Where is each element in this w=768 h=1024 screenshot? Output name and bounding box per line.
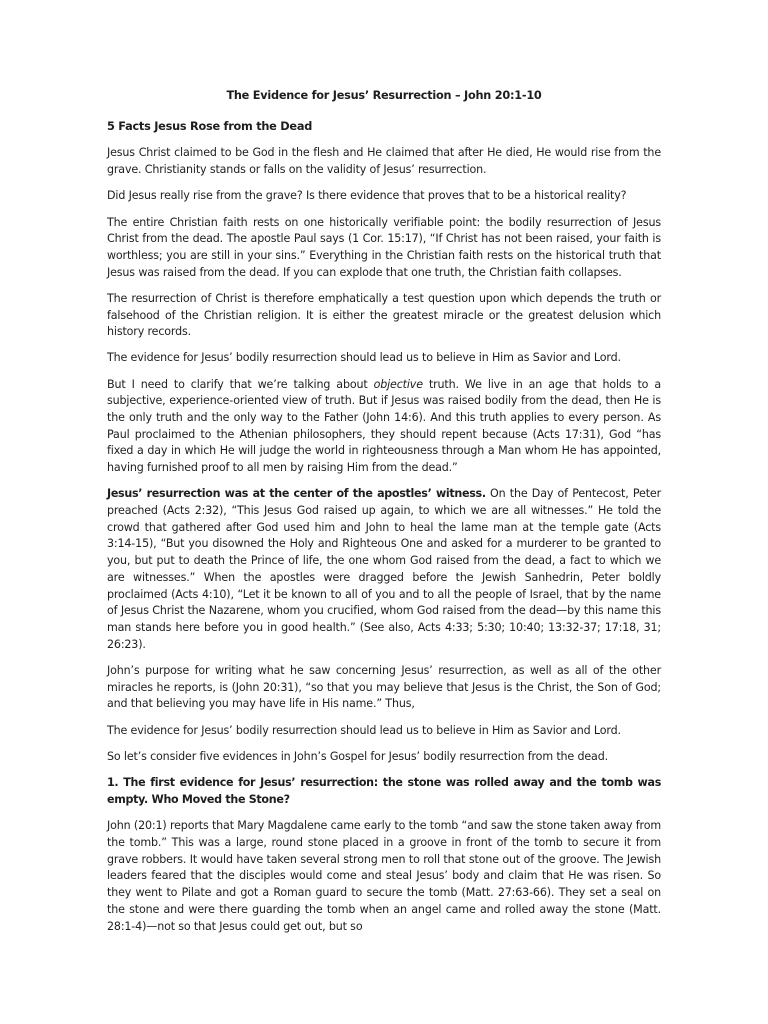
paragraph-6-italic: objective xyxy=(373,377,423,391)
paragraph-2: Did Jesus really rise from the grave? Is there evidence that proves that to be a historical reality? xyxy=(107,189,627,203)
paragraph-6-after: truth. We live in an age that holds to a subjective, experience-oriented view of truth. But if Jesus was raised bodily from the dead, then He is the only truth and the only way to the Father (John 14:6). And this truth applies to every person. As Paul proclaimed to the Athenian philosophers, they should repent because (Acts 17:31), God “has fixed a day in which He will judge the world in righteousness through a Man whom He has appointed, having furnished proof to all men by raising Him from the dead.” xyxy=(107,377,661,475)
document-page xyxy=(107,88,661,945)
paragraph-9: The evidence for Jesus’ bodily resurrection should lead us to believe in Him as Savior and Lord. xyxy=(107,723,621,737)
paragraph-10: So let’s consider five evidences in John’s Gospel for Jesus’ bodily resurrection from the dead. xyxy=(107,749,608,763)
document-title: The Evidence for Jesus’ Resurrection – John 20:1-10 xyxy=(226,89,542,102)
paragraph-5: The evidence for Jesus’ bodily resurrection should lead us to believe in Him as Savior and Lord. xyxy=(107,351,621,365)
section-heading-1: 1. The first evidence for Jesus’ resurrection: the stone was rolled away and the tomb was empty. Who Moved the Stone? xyxy=(107,775,661,806)
paragraph-1: Jesus Christ claimed to be God in the flesh and He claimed that after He died, He would rise from the grave. Christianity stands or falls on the validity of Jesus’ resurrection. xyxy=(107,146,661,177)
paragraph-7 xyxy=(107,486,661,653)
document-subtitle: 5 Facts Jesus Rose from the Dead xyxy=(107,119,313,133)
paragraph-7-body: On the Day of Pentecost, Peter preached (Acts 2:32), “This Jesus God raised up again, to which we are all witnesses.” He told the crowd that gathered after God used him and John to heal the lame man at the temple gate (Acts 3:14-15), “But you disowned the Holy and Righteous One and asked for a murderer to be granted to you, but put to death the Prince of life, the one whom God raised from the dead, a fact to which we are witnesses.” When the apostles were dragged before the Jewish Sanhedrin, Peter boldly proclaimed (Acts 4:10), “Let it be known to all of you and to all the people of Israel, that by the name of Jesus Christ the Nazarene, whom you crucified, whom God raised from the dead—by this name this man stands here before you in good health.” (See also, Acts 4:33; 5:30; 10:40; 13:32-37; 17:18, 31; 26:23). xyxy=(107,487,661,651)
paragraph-4: The resurrection of Christ is therefore emphatically a test question upon which depends the truth or falsehood of the Christian religion. It is either the greatest miracle or the greatest delusion which history records. xyxy=(107,291,661,339)
paragraph-7-bold-lead: Jesus’ resurrection was at the center of the apostles’ witness. xyxy=(107,487,486,501)
paragraph-6 xyxy=(107,377,661,477)
paragraph-6-before: But I need to clarify that we’re talking about xyxy=(107,377,374,391)
paragraph-8: John’s purpose for writing what he saw concerning Jesus’ resurrection, as well as all of the other miracles he reports, is (John 20:31), “so that you may believe that Jesus is the Christ, the Son of God; and that believing you may have life in His name.” Thus, xyxy=(107,663,661,711)
paragraph-11: John (20:1) reports that Mary Magdalene came early to the tomb “and saw the stone taken away from the tomb.” This was a large, round stone placed in a groove in front of the tomb to secure it from grave robbers. It would have taken several strong men to roll that stone out of the groove. The Jewish leaders feared that the disciples would come and steal Jesus’ body and claim that He was risen. So they went to Pilate and got a Roman guard to secure the tomb (Matt. 27:63-66). They set a seal on the stone and were there guarding the tomb when an angel came and rolled away the stone (Matt. 28:1-4)—not so that Jesus could get out, but so xyxy=(107,819,661,933)
paragraph-3: The entire Christian faith rests on one historically verifiable point: the bodily resurrection of Jesus Christ from the dead. The apostle Paul says (1 Cor. 15:17), “If Christ has not been raised, your faith is worthless; you are still in your sins.” Everything in the Christian faith rests on the historical truth that Jesus was raised from the dead. If you can explode that one truth, the Christian faith collapses. xyxy=(107,215,661,279)
